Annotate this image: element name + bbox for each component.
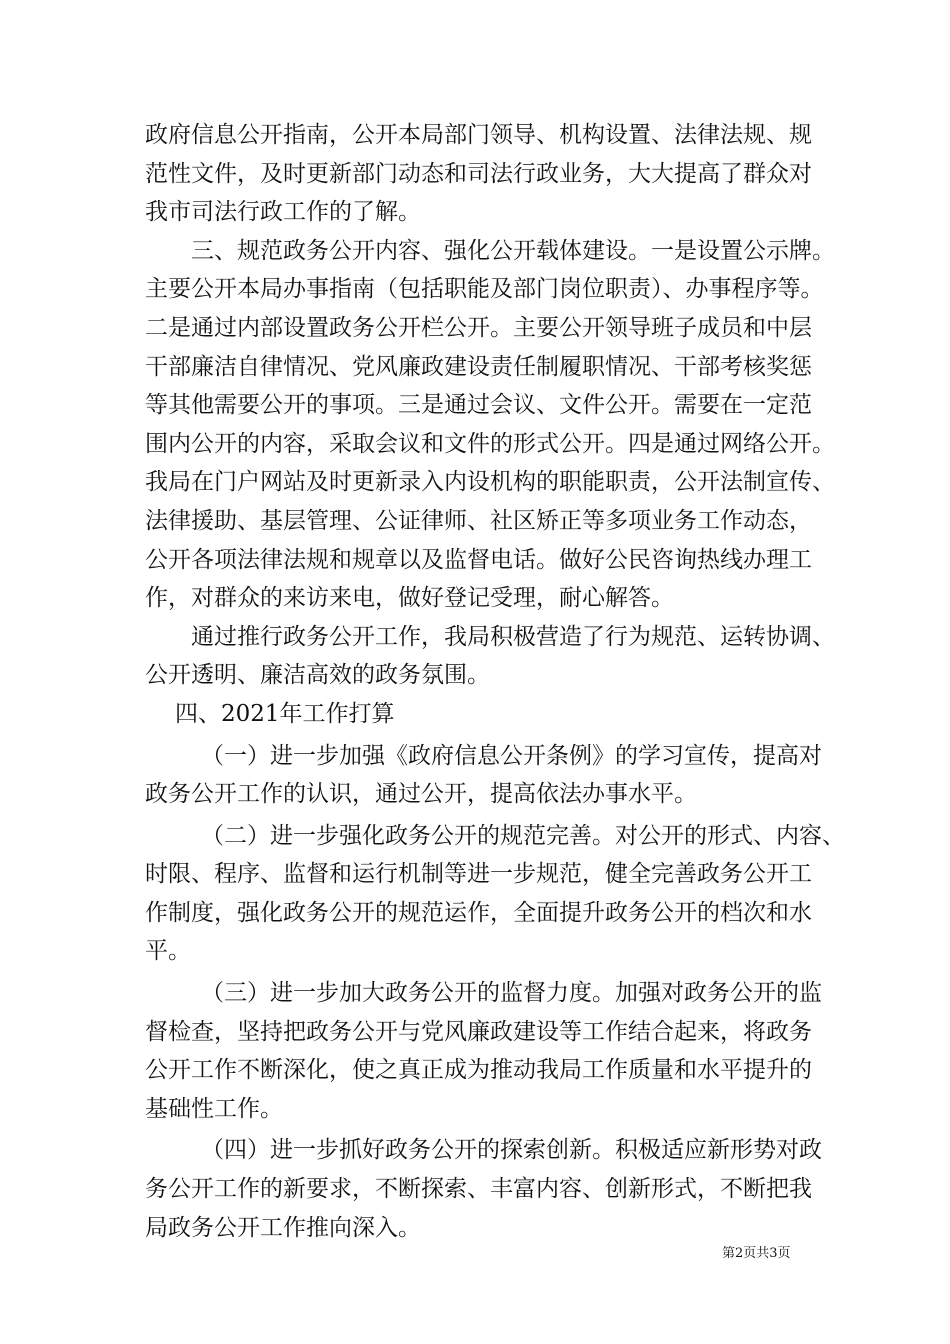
text-line: 我市司法行政工作的了解。	[145, 199, 421, 226]
text-line: 公开透明、廉洁高效的政务氛围。	[145, 662, 490, 689]
text-line: 二是通过内部设置政务公开栏公开。主要公开领导班子成员和中层	[145, 314, 812, 341]
text-line: 法律援助、基层管理、公证律师、社区矫正等多项业务工作动态，	[145, 507, 812, 534]
text-line: 公开各项法律法规和规章以及监督电话。做好公民咨询热线办理工	[145, 546, 812, 573]
paragraph-start: 通过推行政务公开工作，我局积极营造了行为规范、运转协调、	[191, 623, 835, 650]
text-line: 作，对群众的来访来电，做好登记受理，耐心解答。	[145, 585, 674, 612]
list-item-3: （三）进一步加大政务公开的监督力度。加强对政务公开的监	[201, 980, 822, 1007]
list-item-4: （四）进一步抓好政务公开的探索创新。积极适应新形势对政	[201, 1137, 822, 1164]
text-line: 时限、程序、监督和运行机制等进一步规范，健全完善政务公开工	[145, 861, 812, 888]
section-heading-4: 四、2021年工作打算	[175, 700, 395, 727]
text-line: 等其他需要公开的事项。三是通过会议、文件公开。需要在一定范	[145, 392, 812, 419]
text-line: 干部廉洁自律情况、党风廉政建设责任制履职情况、干部考核奖惩	[145, 353, 812, 380]
list-item-2: （二）进一步强化政务公开的规范完善。对公开的形式、内容、	[201, 822, 845, 849]
document-body	[145, 116, 845, 1247]
text-line: 务公开工作的新要求，不断探索、丰富内容、创新形式，不断把我	[145, 1176, 812, 1203]
text-line: 局政务公开工作推向深入。	[145, 1214, 421, 1241]
text-line: 作制度，强化政务公开的规范运作，全面提升政务公开的档次和水	[145, 899, 812, 926]
text-line: 平。	[145, 938, 191, 965]
text-line: 公开工作不断深化，使之真正成为推动我局工作质量和水平提升的	[145, 1057, 812, 1084]
section-heading-3: 三、规范政务公开内容、强化公开载体建设。一是设置公示牌。	[191, 237, 835, 264]
text-line: 基础性工作。	[145, 1095, 283, 1122]
page-number: 第2页共3页	[722, 1246, 791, 1261]
text-line: 督检查，坚持把政务公开与党风廉政建设等工作结合起来，将政务	[145, 1018, 812, 1045]
text-line: 政府信息公开指南，公开本局部门领导、机构设置、法律法规、规	[145, 122, 812, 148]
text-line: 围内公开的内容，采取会议和文件的形式公开。四是通过网络公开。	[145, 430, 835, 457]
text-line: 我局在门户网站及时更新录入内设机构的职能职责，公开法制宣传、	[145, 469, 835, 496]
text-line: 政务公开工作的认识，通过公开，提高依法办事水平。	[145, 781, 697, 808]
list-item-1: （一）进一步加强《政府信息公开条例》的学习宣传，提高对	[201, 742, 822, 769]
text-line: 范性文件，及时更新部门动态和司法行政业务，大大提高了群众对	[145, 160, 812, 187]
text-line: 主要公开本局办事指南（包括职能及部门岗位职责）、办事程序等。	[145, 276, 824, 303]
